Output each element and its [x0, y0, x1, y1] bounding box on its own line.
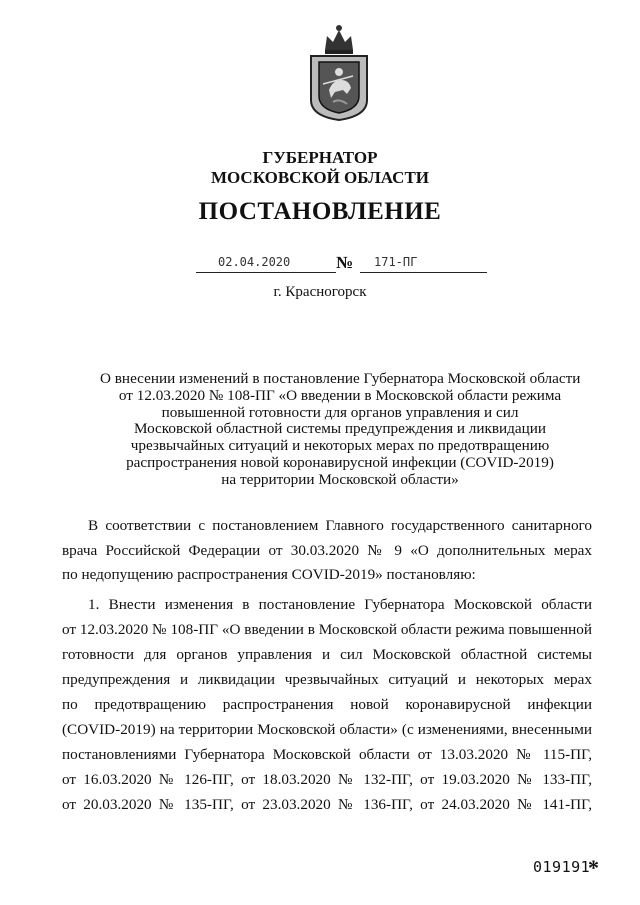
date-field	[196, 255, 336, 273]
body-line: от 20.03.2020 № 135-ПГ, от 23.03.2020 № 136-ПГ, от 24.03.2020 № 141-ПГ,	[62, 796, 592, 813]
body-line: от 16.03.2020 № 126-ПГ, от 18.03.2020 № 132-ПГ, от 19.03.2020 № 133-ПГ,	[62, 771, 592, 788]
coat-of-arms-icon	[303, 20, 375, 122]
subject-line: О внесении изменений в постановление Губернатора Московской области	[100, 370, 581, 387]
number-sign: №	[336, 253, 354, 272]
body-line: 1. Внести изменения в постановление Губернатора Московской области	[88, 596, 592, 613]
body-line: (COVID-2019) на территории Московской области» (с изменениями, внесенными	[62, 721, 592, 738]
body-line: готовности для органов управления и сил Московской областной системы	[62, 646, 592, 663]
body-line: постановлениями Губернатора Московской области от 13.03.2020 № 115-ПГ,	[62, 746, 592, 763]
subject-line: Московской областной системы предупреждения и ликвидации	[133, 420, 547, 438]
body-line: от 12.03.2020 № 108-ПГ «О введении в Московской области режима повышенной	[62, 621, 592, 638]
document-date: 02.04.2020	[218, 255, 291, 269]
serial-mark: *	[588, 855, 599, 880]
body-line: по предотвращению распространения новой коронавирусной инфекции	[62, 696, 592, 713]
body-line: по недопущению распространения COVID-2019» постановляю:	[62, 566, 476, 583]
body-line: В соответствии с постановлением Главного государственного санитарного	[88, 517, 592, 534]
subject-line: чрезвычайных ситуаций и некоторых мерах по предотвращению	[130, 437, 550, 455]
subject-line: от 12.03.2020 № 108-ПГ «О введении в Московской области режима	[118, 386, 562, 404]
authority-region: МОСКОВСКОЙ ОБЛАСТИ	[210, 168, 430, 187]
issue-city: г. Красногорск	[273, 284, 367, 300]
document-type: ПОСТАНОВЛЕНИЕ	[198, 198, 442, 225]
subject-line: повышенной готовности для органов управления и сил	[161, 403, 519, 421]
serial-number: 019191	[533, 858, 591, 876]
document-number: 171-ПГ	[374, 255, 418, 269]
subject-line: на территории Московской области»	[221, 470, 459, 488]
document-subject	[100, 371, 580, 489]
body-line: врача Российской Федерации от 30.03.2020 № 9 «О дополнительных мерах	[62, 542, 592, 559]
subject-line: распространения новой коронавирусной инфекции (COVID-2019)	[126, 453, 554, 471]
authority-title: ГУБЕРНАТОР	[262, 148, 378, 167]
body-line: предупреждения и ликвидации чрезвычайных ситуаций и некоторых мерах	[62, 671, 592, 688]
number-field	[360, 255, 487, 273]
